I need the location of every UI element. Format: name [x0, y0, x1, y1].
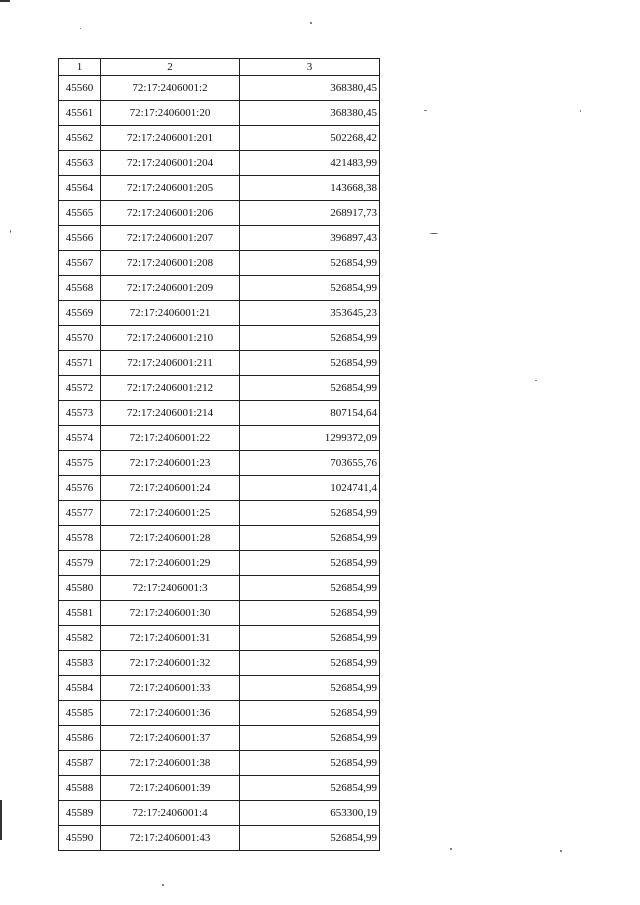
cadastral-number-cell: 72:17:2406001:43	[101, 826, 240, 851]
cadastral-number-cell: 72:17:2406001:3	[101, 576, 240, 601]
row-number-cell: 45586	[59, 726, 101, 751]
scan-speck	[535, 380, 537, 381]
row-number-cell: 45584	[59, 676, 101, 701]
cadastral-number-cell: 72:17:2406001:21	[101, 301, 240, 326]
row-number-cell: 45560	[59, 76, 101, 101]
row-number-cell: 45573	[59, 401, 101, 426]
row-number-cell: 45589	[59, 801, 101, 826]
cadastral-number-cell: 72:17:2406001:208	[101, 251, 240, 276]
table-row	[59, 526, 380, 551]
cadastral-value-cell: 526854,99	[240, 676, 380, 701]
column-header-1: 1	[59, 59, 101, 76]
row-number-cell: 45590	[59, 826, 101, 851]
table-row	[59, 226, 380, 251]
scan-speck	[560, 850, 562, 852]
table-row	[59, 276, 380, 301]
row-number-cell: 45578	[59, 526, 101, 551]
scan-speck	[10, 230, 11, 233]
cadastral-value-cell: 526854,99	[240, 551, 380, 576]
table-row	[59, 726, 380, 751]
cadastral-number-cell: 72:17:2406001:30	[101, 601, 240, 626]
row-number-cell: 45568	[59, 276, 101, 301]
scan-speck	[310, 22, 312, 24]
table-row	[59, 751, 380, 776]
cadastral-value-cell: 1299372,09	[240, 426, 380, 451]
cadastral-value-cell: 526854,99	[240, 251, 380, 276]
cadastral-number-cell: 72:17:2406001:214	[101, 401, 240, 426]
scan-edge-mark	[0, 0, 10, 2]
table-row	[59, 151, 380, 176]
cadastral-value-cell: 526854,99	[240, 651, 380, 676]
scan-speck	[424, 110, 427, 111]
cadastral-value-cell: 526854,99	[240, 576, 380, 601]
row-number-cell: 45569	[59, 301, 101, 326]
scan-speck	[162, 884, 164, 886]
cadastral-number-cell: 72:17:2406001:39	[101, 776, 240, 801]
row-number-cell: 45587	[59, 751, 101, 776]
table-row	[59, 451, 380, 476]
cadastral-value-cell: 526854,99	[240, 351, 380, 376]
cadastral-number-cell: 72:17:2406001:210	[101, 326, 240, 351]
table-row	[59, 251, 380, 276]
table-row	[59, 376, 380, 401]
table-row	[59, 551, 380, 576]
cadastral-value-table	[58, 58, 380, 851]
row-number-cell: 45583	[59, 651, 101, 676]
cadastral-value-cell: 807154,64	[240, 401, 380, 426]
cadastral-value-cell: 526854,99	[240, 526, 380, 551]
row-number-cell: 45576	[59, 476, 101, 501]
table-header-row	[59, 59, 380, 76]
cadastral-value-cell: 526854,99	[240, 326, 380, 351]
cadastral-value-cell: 526854,99	[240, 776, 380, 801]
cadastral-value-cell: 526854,99	[240, 626, 380, 651]
table-row	[59, 576, 380, 601]
table-row	[59, 776, 380, 801]
cadastral-number-cell: 72:17:2406001:25	[101, 501, 240, 526]
table-row	[59, 426, 380, 451]
row-number-cell: 45580	[59, 576, 101, 601]
column-header-3: 3	[240, 59, 380, 76]
cadastral-value-cell: 526854,99	[240, 501, 380, 526]
cadastral-value-cell: 526854,99	[240, 826, 380, 851]
row-number-cell: 45563	[59, 151, 101, 176]
cadastral-number-cell: 72:17:2406001:207	[101, 226, 240, 251]
cadastral-value-cell: 526854,99	[240, 751, 380, 776]
cadastral-value-cell: 502268,42	[240, 126, 380, 151]
table-row	[59, 476, 380, 501]
table-row	[59, 201, 380, 226]
cadastral-number-cell: 72:17:2406001:2	[101, 76, 240, 101]
cadastral-number-cell: 72:17:2406001:24	[101, 476, 240, 501]
cadastral-number-cell: 72:17:2406001:33	[101, 676, 240, 701]
cadastral-value-cell: 353645,23	[240, 301, 380, 326]
cadastral-value-cell: 526854,99	[240, 376, 380, 401]
row-number-cell: 45566	[59, 226, 101, 251]
row-number-cell: 45564	[59, 176, 101, 201]
row-number-cell: 45585	[59, 701, 101, 726]
table-row	[59, 826, 380, 851]
cadastral-number-cell: 72:17:2406001:22	[101, 426, 240, 451]
table-row	[59, 301, 380, 326]
table-row	[59, 501, 380, 526]
cadastral-value-cell: 1024741,4	[240, 476, 380, 501]
cadastral-number-cell: 72:17:2406001:31	[101, 626, 240, 651]
table-row	[59, 76, 380, 101]
table-row	[59, 326, 380, 351]
cadastral-number-cell: 72:17:2406001:29	[101, 551, 240, 576]
cadastral-value-cell: 396897,43	[240, 226, 380, 251]
row-number-cell: 45565	[59, 201, 101, 226]
cadastral-value-cell: 421483,99	[240, 151, 380, 176]
table-row	[59, 601, 380, 626]
cadastral-number-cell: 72:17:2406001:38	[101, 751, 240, 776]
cadastral-value-cell: 526854,99	[240, 276, 380, 301]
table-row	[59, 126, 380, 151]
row-number-cell: 45567	[59, 251, 101, 276]
row-number-cell: 45577	[59, 501, 101, 526]
cadastral-number-cell: 72:17:2406001:37	[101, 726, 240, 751]
scan-edge-mark	[0, 800, 2, 840]
table-row	[59, 701, 380, 726]
table-row	[59, 101, 380, 126]
cadastral-value-cell: 368380,45	[240, 76, 380, 101]
cadastral-value-cell: 526854,99	[240, 701, 380, 726]
table-row	[59, 351, 380, 376]
column-header-2: 2	[101, 59, 240, 76]
cadastral-value-cell: 526854,99	[240, 601, 380, 626]
scan-speck	[580, 110, 581, 112]
cadastral-number-cell: 72:17:2406001:23	[101, 451, 240, 476]
table-row	[59, 651, 380, 676]
cadastral-value-cell: 703655,76	[240, 451, 380, 476]
cadastral-number-cell: 72:17:2406001:32	[101, 651, 240, 676]
row-number-cell: 45581	[59, 601, 101, 626]
cadastral-number-cell: 72:17:2406001:209	[101, 276, 240, 301]
cadastral-value-cell: 268917,73	[240, 201, 380, 226]
table-row	[59, 176, 380, 201]
cadastral-number-cell: 72:17:2406001:36	[101, 701, 240, 726]
cadastral-value-cell: 526854,99	[240, 726, 380, 751]
table-row	[59, 401, 380, 426]
cadastral-number-cell: 72:17:2406001:205	[101, 176, 240, 201]
table-row	[59, 626, 380, 651]
cadastral-number-cell: 72:17:2406001:212	[101, 376, 240, 401]
cadastral-value-cell: 653300,19	[240, 801, 380, 826]
cadastral-number-cell: 72:17:2406001:20	[101, 101, 240, 126]
scan-speck	[450, 848, 452, 850]
cadastral-value-cell: 143668,38	[240, 176, 380, 201]
row-number-cell: 45579	[59, 551, 101, 576]
cadastral-value-cell: 368380,45	[240, 101, 380, 126]
cadastral-number-cell: 72:17:2406001:4	[101, 801, 240, 826]
cadastral-number-cell: 72:17:2406001:211	[101, 351, 240, 376]
cadastral-number-cell: 72:17:2406001:201	[101, 126, 240, 151]
row-number-cell: 45588	[59, 776, 101, 801]
cadastral-number-cell: 72:17:2406001:204	[101, 151, 240, 176]
row-number-cell: 45562	[59, 126, 101, 151]
row-number-cell: 45575	[59, 451, 101, 476]
row-number-cell: 45570	[59, 326, 101, 351]
cadastral-number-cell: 72:17:2406001:28	[101, 526, 240, 551]
row-number-cell: 45572	[59, 376, 101, 401]
scan-speck	[430, 233, 438, 234]
row-number-cell: 45561	[59, 101, 101, 126]
row-number-cell: 45571	[59, 351, 101, 376]
scan-speck	[80, 28, 81, 29]
table-row	[59, 801, 380, 826]
table-row	[59, 676, 380, 701]
row-number-cell: 45574	[59, 426, 101, 451]
cadastral-number-cell: 72:17:2406001:206	[101, 201, 240, 226]
row-number-cell: 45582	[59, 626, 101, 651]
